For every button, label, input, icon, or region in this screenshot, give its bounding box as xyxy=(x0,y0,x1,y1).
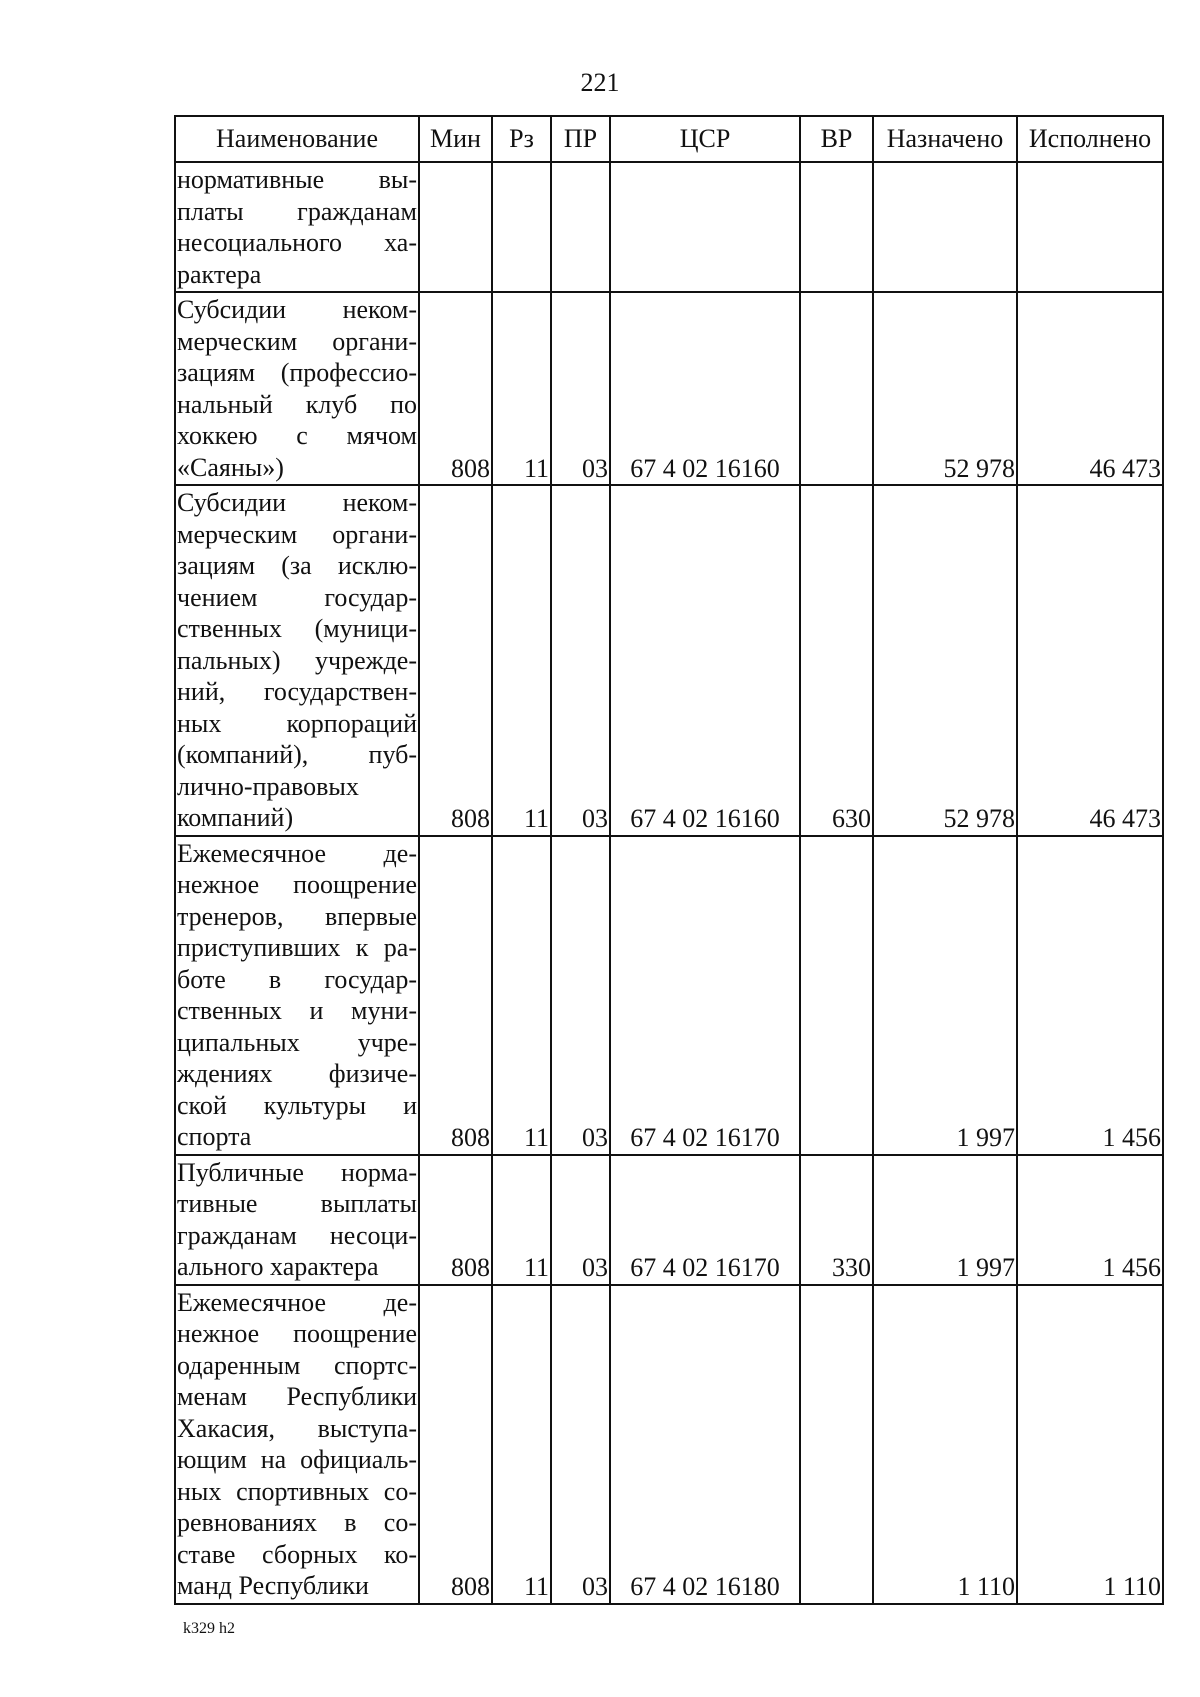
page-number: 221 xyxy=(580,68,620,97)
header-csr: ЦСР xyxy=(610,116,800,162)
name-line: Ежемесячное де- xyxy=(177,838,417,868)
cell-min: 808 xyxy=(419,292,492,485)
name-line: мерческим органи- xyxy=(177,326,417,356)
name-line: Публичные норма- xyxy=(177,1157,417,1187)
cell-min: 808 xyxy=(419,836,492,1155)
cell-rz: 11 xyxy=(492,485,551,836)
cell-vr xyxy=(800,1285,873,1604)
cell-pr: 03 xyxy=(551,485,610,836)
name-line: нежное поощрение xyxy=(177,1319,417,1348)
name-line: рактера xyxy=(177,259,262,289)
cell-rz: 11 xyxy=(492,1285,551,1604)
name-line: ской культуры и xyxy=(177,1090,417,1120)
name-line: Ежемесячное де- xyxy=(177,1287,417,1317)
name-line: Субсидии неком- xyxy=(177,295,417,324)
table-row xyxy=(175,485,1163,836)
cell-min xyxy=(419,162,492,292)
name-line: ждениях физиче- xyxy=(177,1059,417,1088)
cell-rz: 11 xyxy=(492,1155,551,1285)
name-line: гражданам несоци- xyxy=(177,1220,417,1250)
cell-csr: 67 4 02 16170 xyxy=(610,1155,800,1285)
cell-rz xyxy=(492,162,551,292)
name-line: боте в государ- xyxy=(177,964,417,994)
cell-assigned: 1 997 xyxy=(873,836,1017,1155)
cell-rz: 11 xyxy=(492,292,551,485)
cell-rz: 11 xyxy=(492,836,551,1155)
cell-executed: 46 473 xyxy=(1017,485,1163,836)
header-pr: ПР xyxy=(551,116,610,162)
table-row xyxy=(175,292,1163,485)
name-line: нежное поощрение xyxy=(177,870,417,899)
header-rz: Рз xyxy=(492,116,551,162)
cell-csr xyxy=(610,162,800,292)
cell-csr: 67 4 02 16170 xyxy=(610,836,800,1155)
name-line: одаренным спортс- xyxy=(177,1350,417,1380)
name-line: манд Республики xyxy=(177,1571,369,1600)
name-line: «Саяны») xyxy=(177,452,284,482)
name-line: компаний) xyxy=(177,803,294,832)
cell-executed: 1 456 xyxy=(1017,836,1163,1155)
cell-assigned: 52 978 xyxy=(873,292,1017,485)
table-row xyxy=(175,1285,1163,1604)
name-line: ющим на официаль- xyxy=(177,1445,417,1474)
name-line: зациям (за исклю- xyxy=(177,551,417,580)
header-assigned: Назначено xyxy=(873,116,1017,162)
name-line: приступивших к ра- xyxy=(177,933,417,962)
name-line: хоккею с мячом xyxy=(177,421,417,450)
name-line: тивные выплаты xyxy=(177,1189,417,1218)
cell-pr: 03 xyxy=(551,1285,610,1604)
table-row xyxy=(175,836,1163,1155)
cell-min: 808 xyxy=(419,1155,492,1285)
cell-executed: 1 110 xyxy=(1017,1285,1163,1604)
name-line: ственных и муни- xyxy=(177,996,417,1025)
cell-name xyxy=(175,1155,419,1285)
name-line: чением государ- xyxy=(177,582,417,612)
name-line: ревнованиях в со- xyxy=(177,1508,417,1537)
cell-name xyxy=(175,485,419,836)
header-min: Мин xyxy=(419,116,492,162)
cell-vr: 630 xyxy=(800,485,873,836)
name-line: нормативные вы- xyxy=(177,165,417,194)
cell-min: 808 xyxy=(419,1285,492,1604)
header-executed: Исполнено xyxy=(1017,116,1163,162)
name-line: спорта xyxy=(177,1122,252,1151)
name-line: Субсидии неком- xyxy=(177,488,417,517)
cell-pr: 03 xyxy=(551,292,610,485)
table-row xyxy=(175,1155,1163,1285)
table-row xyxy=(175,162,1163,292)
name-line: менам Республики xyxy=(177,1382,417,1411)
budget-table xyxy=(174,115,1164,1605)
footer-code: k329 h2 xyxy=(183,1620,235,1637)
cell-assigned: 52 978 xyxy=(873,485,1017,836)
name-line: ственных (муници- xyxy=(177,614,417,643)
cell-pr: 03 xyxy=(551,1155,610,1285)
name-line: Хакасия, выступа- xyxy=(177,1413,417,1443)
name-line: платы гражданам xyxy=(177,196,417,226)
name-line: тренеров, впервые xyxy=(177,901,417,931)
cell-name xyxy=(175,836,419,1155)
cell-executed xyxy=(1017,162,1163,292)
name-line: ных спортивных со- xyxy=(177,1476,417,1506)
header-vr: ВР xyxy=(800,116,873,162)
cell-vr: 330 xyxy=(800,1155,873,1285)
cell-vr xyxy=(800,292,873,485)
name-line: мерческим органи- xyxy=(177,519,417,549)
cell-name xyxy=(175,162,419,292)
table-body xyxy=(175,162,1163,1604)
cell-pr xyxy=(551,162,610,292)
cell-pr: 03 xyxy=(551,836,610,1155)
cell-min: 808 xyxy=(419,485,492,836)
cell-vr xyxy=(800,836,873,1155)
cell-executed: 46 473 xyxy=(1017,292,1163,485)
name-line: ных корпораций xyxy=(177,708,417,738)
name-line: лично-правовых xyxy=(177,771,359,801)
name-line: пальных) учрежде- xyxy=(177,645,417,675)
name-line: ципальных учре- xyxy=(177,1027,417,1057)
name-line: несоциального ха- xyxy=(177,228,417,257)
cell-csr: 67 4 02 16160 xyxy=(610,485,800,836)
cell-name xyxy=(175,1285,419,1604)
name-line: ний, государствен- xyxy=(177,677,417,706)
name-line: зациям (профессио- xyxy=(177,358,417,387)
cell-csr: 67 4 02 16160 xyxy=(610,292,800,485)
cell-assigned: 1 997 xyxy=(873,1155,1017,1285)
table-header-row xyxy=(175,116,1163,162)
name-line: ставе сборных ко- xyxy=(177,1539,417,1569)
cell-csr: 67 4 02 16180 xyxy=(610,1285,800,1604)
header-name: Наименование xyxy=(175,116,419,162)
cell-assigned: 1 110 xyxy=(873,1285,1017,1604)
name-line: ального характера xyxy=(177,1252,379,1281)
cell-executed: 1 456 xyxy=(1017,1155,1163,1285)
name-line: нальный клуб по xyxy=(177,389,417,419)
cell-name xyxy=(175,292,419,485)
cell-assigned xyxy=(873,162,1017,292)
name-line: (компаний), пуб- xyxy=(177,740,417,769)
cell-vr xyxy=(800,162,873,292)
